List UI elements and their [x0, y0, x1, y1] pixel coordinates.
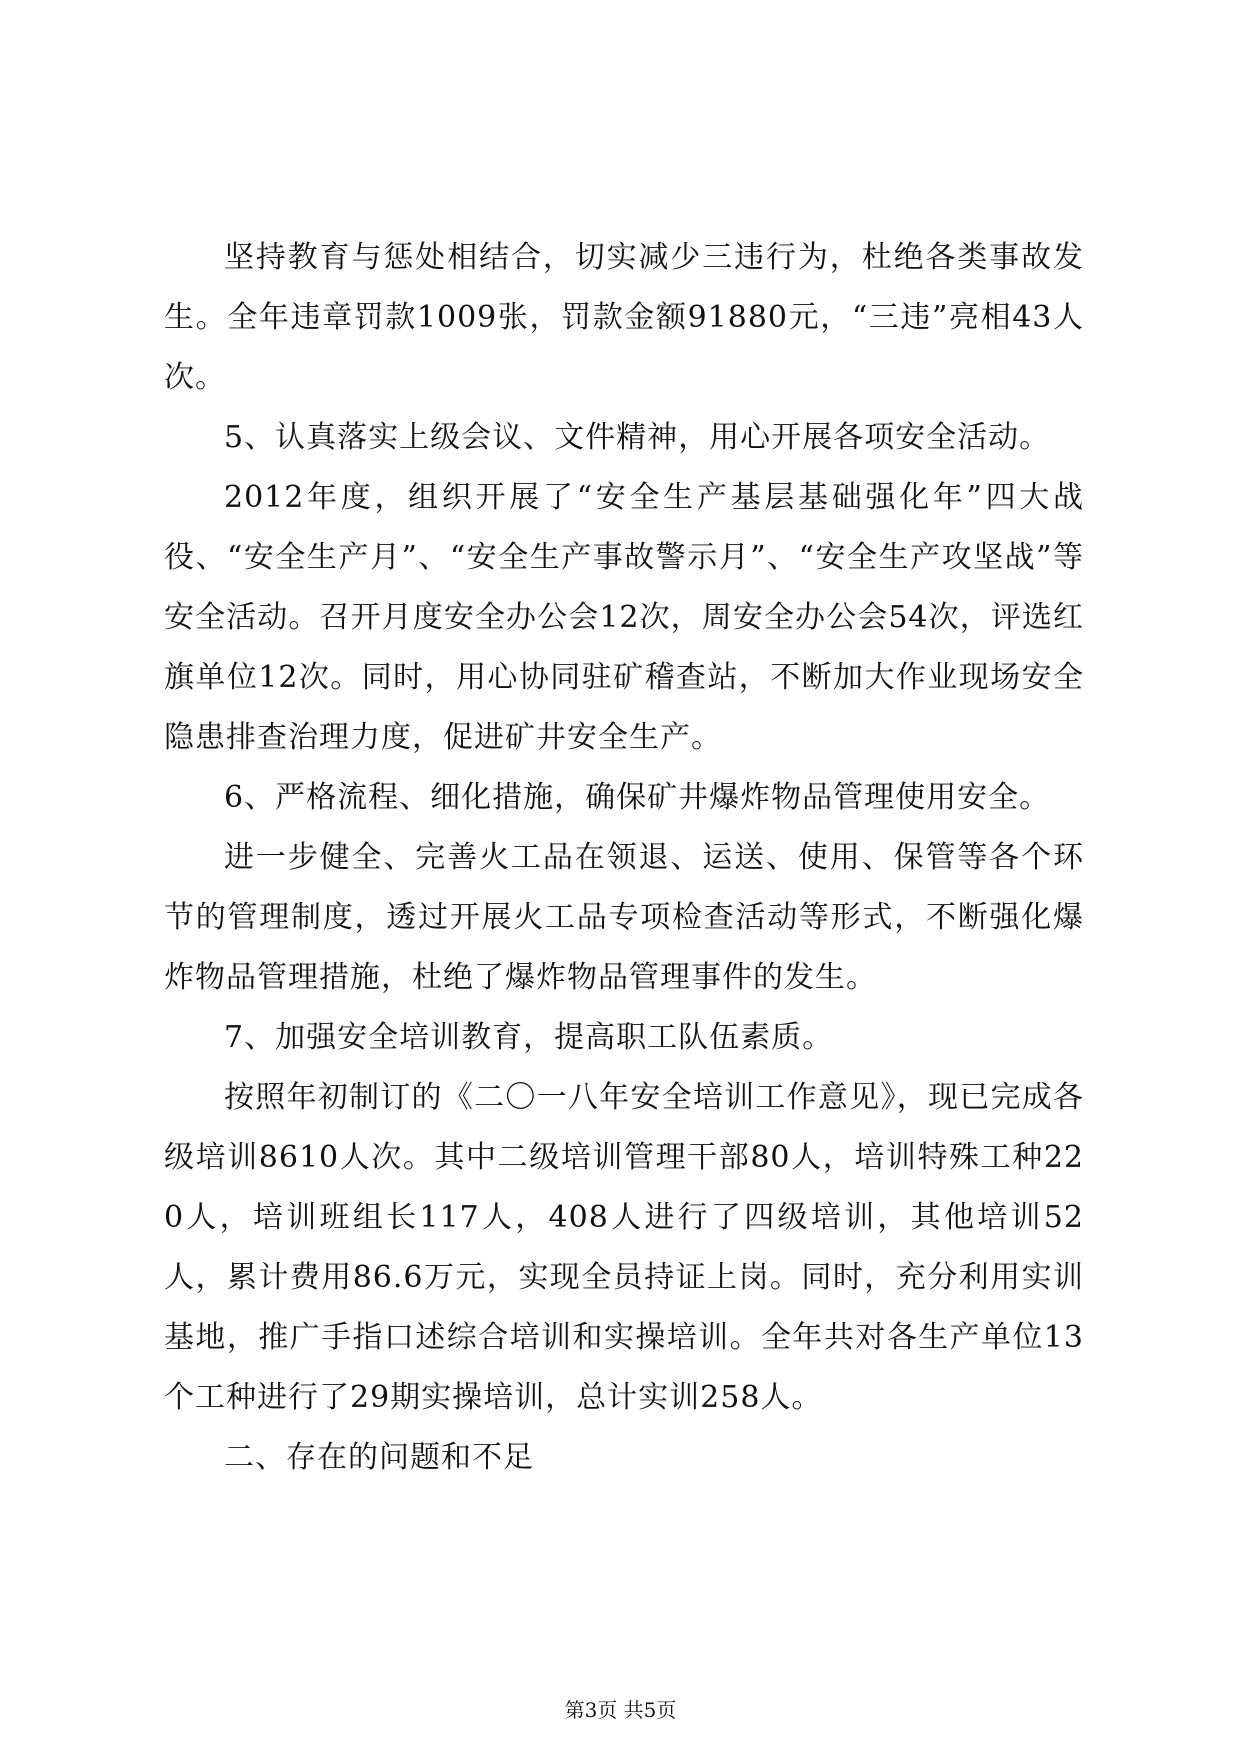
page-number-footer: 第3页 共5页: [564, 1698, 677, 1722]
paragraph-training: 按照年初制订的《二〇一八年安全培训工作意见》，现已完成各级培训8610人次。其中二级培训管理干部80人，培训特殊工种220人，培训班组长117人，408人进行了四级培训，其他培训52人，累计费用86.6万元，实现全员持证上岗。同时，充分利用实训基地，推广手指口述综合培训和实操培训。全年共对各生产单位13个工种进行了29期实操培训，总计实训258人。: [164, 1080, 1084, 1415]
paragraph-explosives-management: 进一步健全、完善火工品在领退、运送、使用、保管等各个环节的管理制度，透过开展火工品专项检查活动等形式，不断强化爆炸物品管理措施，杜绝了爆炸物品管理事件的发生。: [164, 840, 1084, 995]
paragraph-penalties: 坚持教育与惩处相结合，切实减少三违行为，杜绝各类事故发生。全年违章罚款1009张，罚款金额91880元，“三违”亮相43人次。: [164, 240, 1084, 395]
heading-item-7: 7、加强安全培训教育，提高职工队伍素质。: [224, 1020, 834, 1055]
heading-item-6: 6、严格流程、细化措施，确保矿井爆炸物品管理使用安全。: [224, 780, 1051, 815]
document-body: [164, 228, 1084, 1488]
paragraph-safety-activities: 2012年度，组织开展了“安全生产基层基础强化年”四大战役、“安全生产月”、“安全生产事故警示月”、“安全生产攻坚战”等安全活动。召开月度安全办公会12次，周安全办公会54次，评选红旗单位12次。同时，用心协同驻矿稽查站，不断加大作业现场安全隐患排查治理力度，促进矿井安全生产。: [164, 480, 1084, 755]
heading-item-5: 5、认真落实上级会议、文件精神，用心开展各项安全活动。: [224, 420, 1051, 455]
section-heading-problems: 二、存在的问题和不足: [224, 1440, 534, 1475]
